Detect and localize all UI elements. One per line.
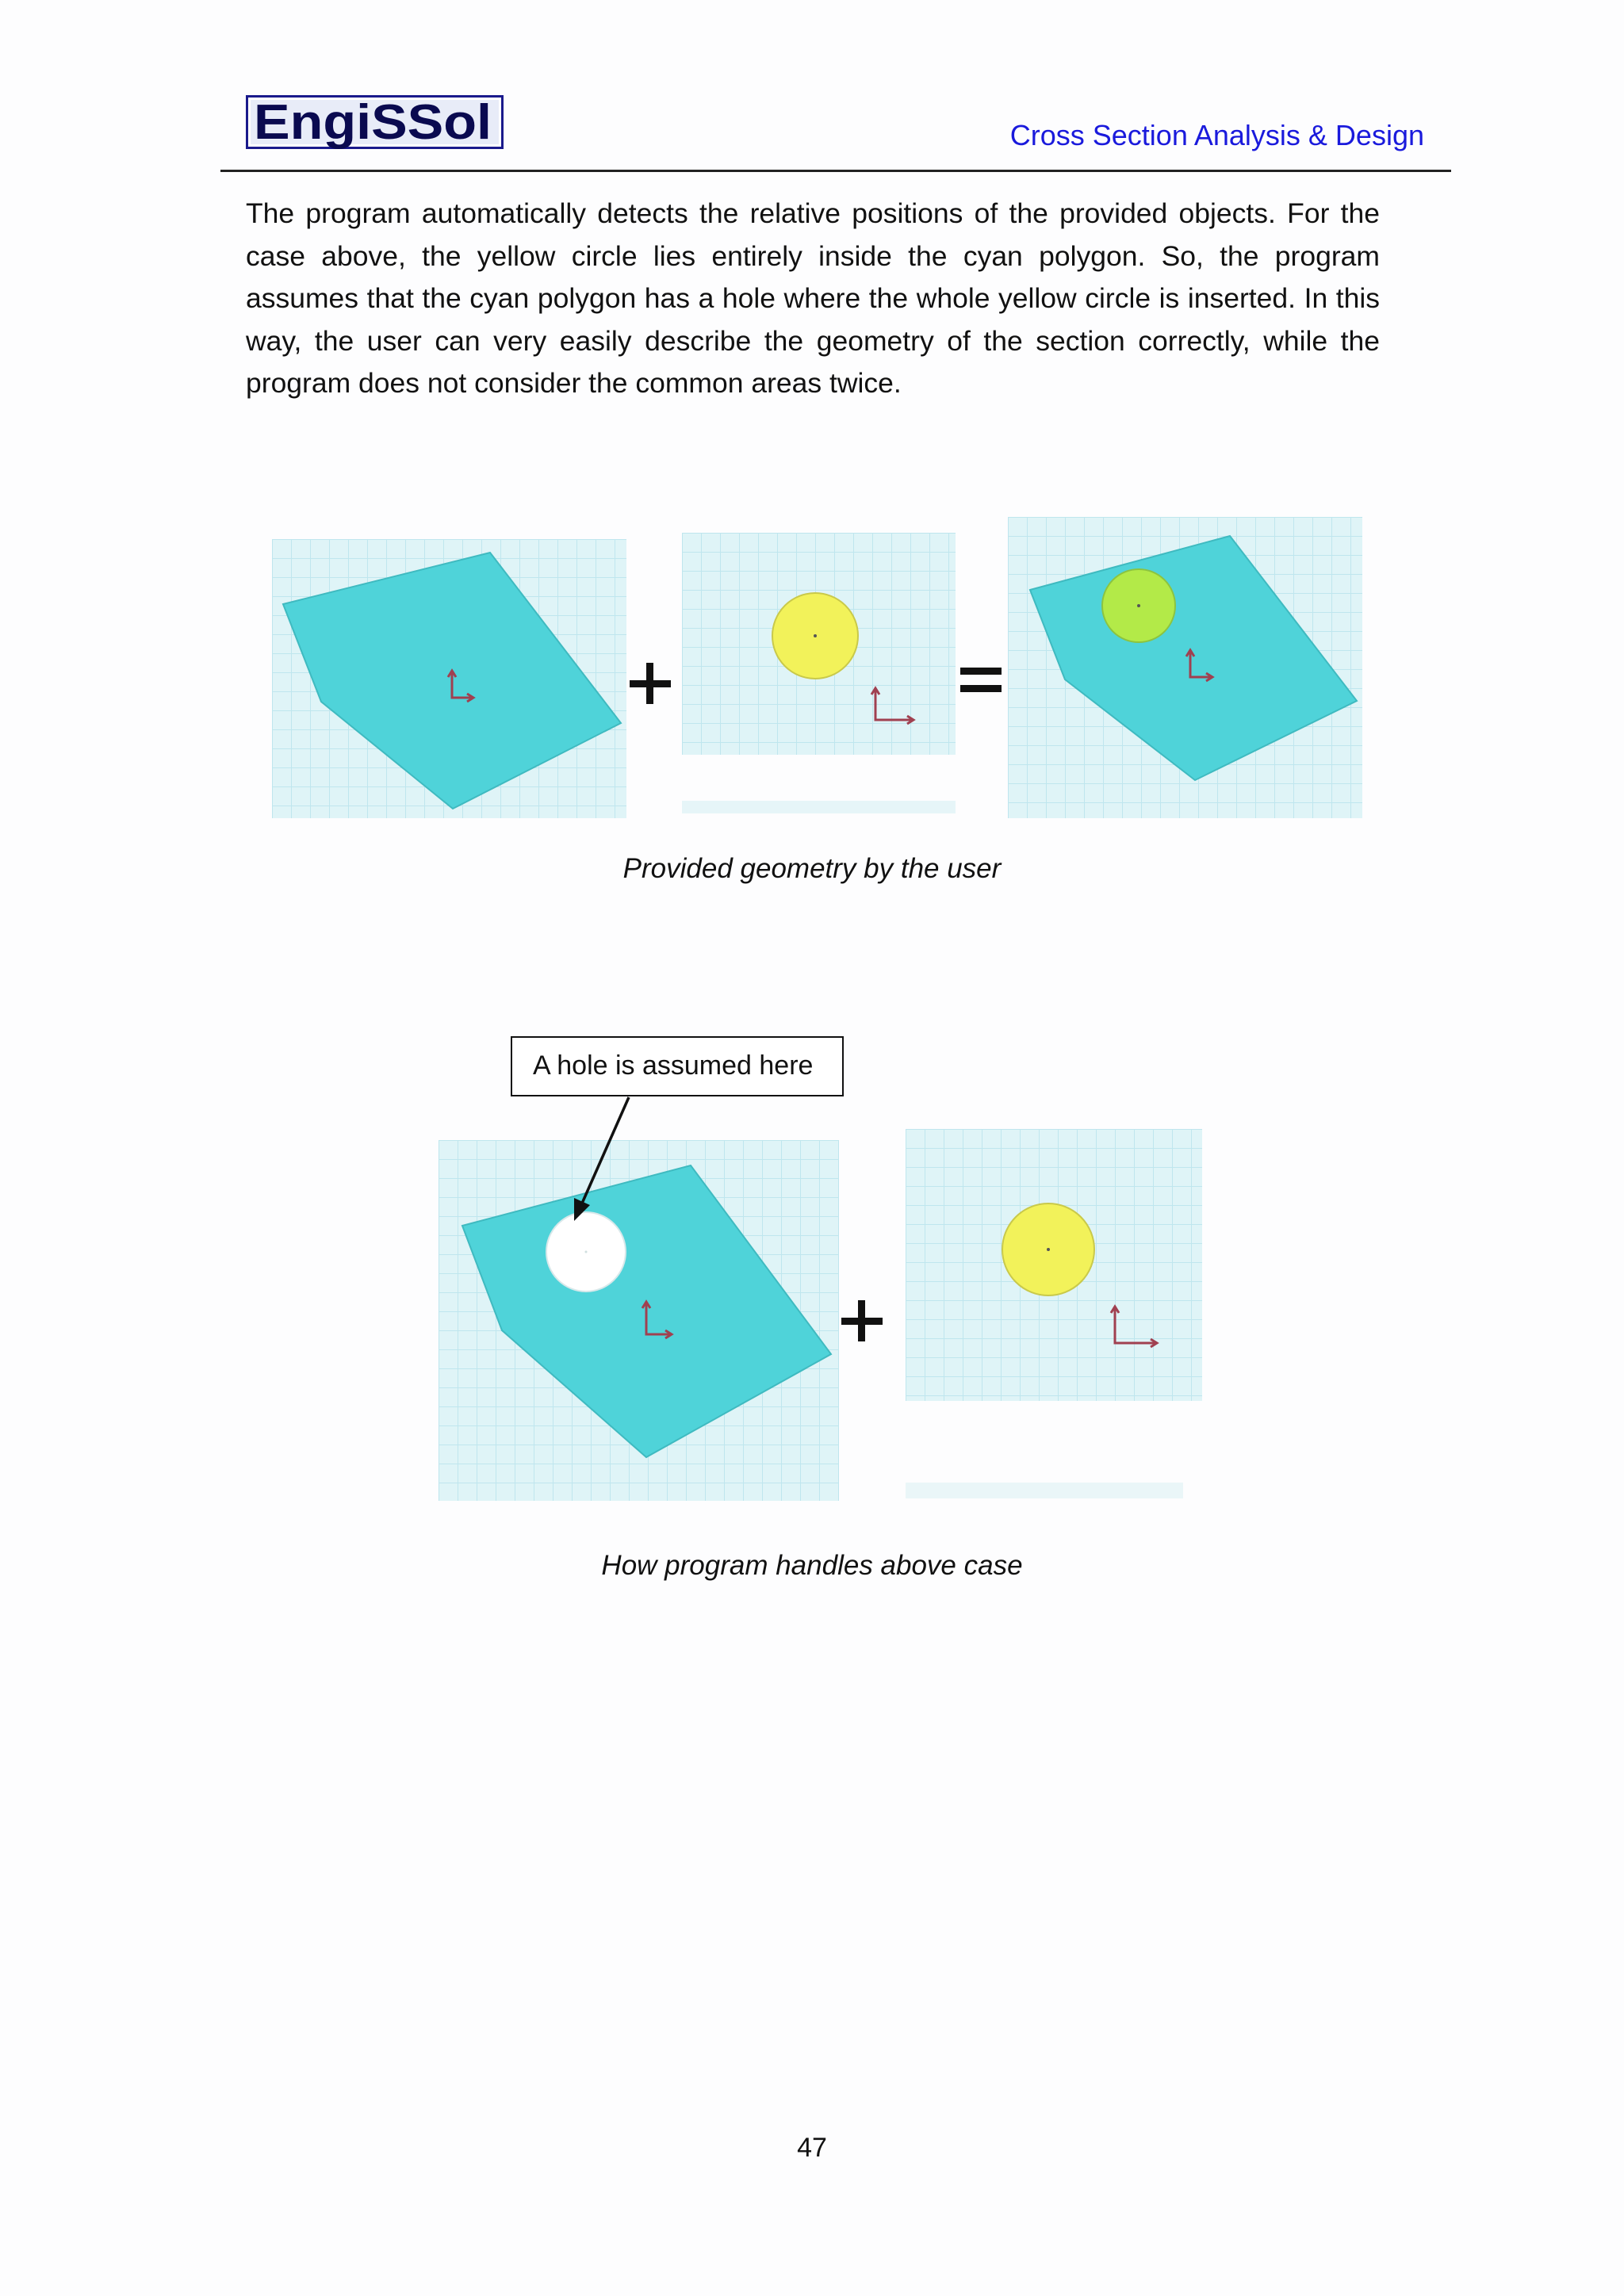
page-number: 47 xyxy=(797,2133,827,2163)
svg-text:EngiSSol: EngiSSol xyxy=(254,95,492,149)
body-paragraph: The program automatically detects the relative positions of the provided objects. For the case above, the yellow circle lies entirely inside the cyan polygon. So, the program assumes that the cyan polygon has a hole where the whole yellow circle is inserted. In this way, the user can very easily describe the geometry of the section correctly, while the program does not consider the common areas twice. xyxy=(246,197,1380,399)
plus-operator-1 xyxy=(626,656,674,712)
figure2-hole-drawing xyxy=(439,1140,839,1501)
figure1-polygon-drawing xyxy=(272,539,626,818)
figure2-circle-panel xyxy=(906,1129,1202,1401)
engissol-logo xyxy=(246,95,504,149)
figure1-caption: Provided geometry by the user xyxy=(622,853,1002,884)
hole-callout-box: A hole is assumed here xyxy=(511,1036,844,1096)
plus-operator-2 xyxy=(838,1294,886,1349)
figure1-circle-drawing xyxy=(682,533,956,755)
figure2-circle-panel-strip xyxy=(906,1483,1183,1498)
figure1-result-drawing xyxy=(1008,517,1362,818)
figure2-circle-drawing xyxy=(906,1129,1202,1401)
equals-operator xyxy=(957,663,1005,699)
figure2-hole-panel xyxy=(439,1140,839,1501)
figure2-caption: How program handles above case xyxy=(601,1550,1023,1581)
figure1-circle-panel xyxy=(682,533,956,755)
figure1-result-panel xyxy=(1008,517,1362,818)
header-title: Cross Section Analysis & Design xyxy=(1009,119,1424,151)
figure1-circle-panel-strip xyxy=(682,801,956,813)
figure1-polygon-panel xyxy=(272,539,626,818)
header-divider xyxy=(220,170,1451,172)
